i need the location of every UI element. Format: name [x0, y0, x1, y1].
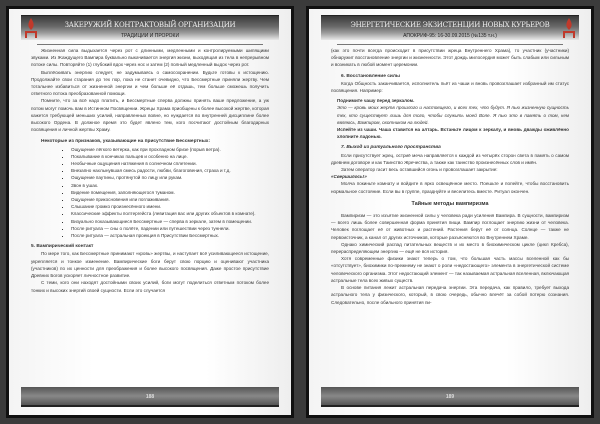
- paragraph: Хотя современные физики знают теперь о том, что большая часть массы вселенной как бы «отсутствует», биохимики по-прежнему не знают о роли «недостающего» элемента в энергетической системе человеческого организма. Этот недостающий элемент — так называемая астральная вселенная, включающая астральные тела всех живых существ.: [331, 256, 569, 283]
- quote-heading: Поднимите чашу перед зеркалом.: [337, 98, 415, 104]
- list-item: ▪ Необычные ощущения натяжения в солнечном сплетении.: [71, 160, 269, 167]
- ritual-quote: [337, 97, 569, 140]
- list-item: ▪ Звон в ушах.: [71, 182, 269, 189]
- paragraph: Однако химический распад питательных веществ и их место в биохимическом цикле (цикл Кребса), перераспределяющем энергию — ещё не вся история.: [331, 241, 569, 255]
- flame-logo-icon: [23, 16, 39, 40]
- list-item: ▪ Классические эффекты полтергейста (левитация вас или других объектов в комнате).: [71, 210, 269, 217]
- page-header: [321, 15, 579, 40]
- list-item: ▪ После ритуала — астральная проекция в Присутствии Бессмертных.: [71, 232, 269, 239]
- page-footer: [321, 387, 579, 407]
- list-item: ▪ Слышание громко произнесённого имени.: [71, 203, 269, 210]
- paragraph: Выплёскивать энергию следует, не задумываясь о самосохранении. Будьте готовы к истощению. Продолжайте свои старания до тех пор, пока не станет очевидно, что Бессмертные приняли жертву. Чем тотальнее избавиться от жизненной энергии и чем больше её отдашь, тем больше сможешь получить ответного потока преобразованной помощи.: [31, 69, 269, 97]
- section-heading: 6. Восстановление силы: [341, 73, 400, 79]
- signs-heading: Некоторые из признаков, указывающие на присутствие Бессмертных:: [41, 139, 211, 145]
- header-title: ЭНЕРГЕТИЧЕСКИЕ ЭКЗИСТЕНЦИИ НОВЫХ КУРЬЕРОВ: [350, 21, 550, 29]
- paragraph: Вампиризм — это изъятие жизненной силы у человека ради усиления Вампира. В сущности, вампиризм — всего лишь более совершенная форма принятия пищи. Вампир поглощает энергию жизни от человека. Человек поглощает её от животных и растений. Растения берут её от солнца. Солнце — также не первоисточник, а канал от других источников, которые разъясняются во Внутреннем Храме.: [331, 213, 569, 240]
- list-item: ▪ Покалывание в кончиках пальцев и особенно на лице.: [71, 153, 269, 160]
- page-header: [21, 15, 279, 40]
- paragraph: В основе питания лежит астральная передача энергии. Эта передача, как правило, требует выхода астрального тела у физического, который, в свою очередь, обычно влечёт за собой потерю сознания. Следовательно, после обильного принятия пи-: [331, 285, 569, 305]
- header-title: ЗАКЕРУЖИЙ КОНТРАКТОВЫЙ ОРГАНИЗАЦИИ: [64, 21, 236, 29]
- page-number: 189: [445, 394, 455, 400]
- paragraph: С теми, кого они находят достойными своих усилий, боги могут поделиться ответным потоком более тонких и высоких энергий своей сущности. Если это случается: [31, 280, 269, 293]
- section-heading: 5. Вампирический контакт: [31, 244, 94, 250]
- list-item: ▪ После ритуала — сны о полёте, падении или путешествии через туннели.: [71, 225, 269, 232]
- section-title: Тайные методы вампиризма: [411, 200, 489, 207]
- list-item: ▪ Внезапно нахлынувшая смесь радости, любви, благоговения, страха и т.д.: [71, 167, 269, 174]
- quote-action: Испейте из чаши. Чаша ставится на алтарь. Встаньте лицом к зеркалу, и вновь дважды оживлённо хлопните ладонью.: [337, 127, 569, 140]
- section-heading: 7. Выход из ритуального пространства: [341, 145, 441, 151]
- paragraph: «Свершилось!»: [331, 174, 367, 180]
- header-subtitle: ТРАДИЦИИ И ПРОРОКИ: [120, 33, 180, 39]
- list-item: ▪ Ощущение лёгкого ветерка, как при прохладном бризе (порыв ветра).: [71, 146, 269, 153]
- right-page: [306, 6, 594, 418]
- paragraph: Помните, что за всё надо платить, и Бессмертные сперва должны принять ваше предложение, а уж потом могут помочь вам в Истинном Посвящении. Жрецы Храма приобщены к более высокой жертве, которая кажется требующей меньших усилий, направленных вовне, но нуждается во внутренней дисциплине более высокого Ордена. В должное время это будет явлено тем, кого посчитают достойным благодарных посвящения и личной жертвы Храму.: [31, 98, 269, 133]
- paragraph: (как это почти всегда происходит в присутствии жреца Внутреннего Храма), то участник (участники) обнаружит восстановление энергии и жизненности. Этот дождь милосердия может быть слабым или сильным и возникать в любой момент церемонии.: [331, 48, 569, 68]
- signs-list: [71, 146, 269, 240]
- page-footer: [21, 387, 279, 407]
- paragraph: Если присутствует жрец, остриё меча направляется к каждой из четырёх сторон света в память о самом древнем договоре и как Таинство Жречества, а также как таинство произнесённых слов и имён.: [331, 152, 569, 165]
- page-body: [31, 47, 269, 294]
- left-page: [6, 6, 294, 418]
- paragraph: Когда Общность заканчивается, исполнитель пьёт из чаши и вновь провозглашает избранный им статус посвящения. Например:: [331, 80, 569, 94]
- flame-logo-icon: [561, 16, 577, 40]
- list-item: ▪ Визуально показывающиеся Бессмертные — сперва в зеркале, затем в помещении.: [71, 218, 269, 225]
- page-body: [331, 47, 569, 306]
- quote-text: Это — кровь моих жертв прошлого и настоящего, и всех тех, что будут. Я пью жизненную сущность тех, кто существует лишь для того, чтобы служить моей Воле. Я пью это в память о том, кем являюсь, Вампиром, охотником на людей.: [337, 105, 569, 125]
- page-number: 188: [145, 394, 155, 400]
- list-item: ▪ Ощущение паутины, протянутой по лицу или рукам.: [71, 174, 269, 181]
- header-rule: [337, 44, 563, 45]
- paragraph: Молча покиньте комнату и войдите в ярко освещённое место. Поешьте и попейте, чтобы восстановить нормальное состояние. Если вы в группе, празднуйте и веселитесь вместе. Ритуал окончен.: [331, 181, 569, 194]
- paragraph: Затем оператор гасит весь оставшийся огонь и провозглашает закрытие:: [341, 167, 498, 173]
- header-subtitle: АПОКРИФ-95: 16-30.09.2015 (№135 т.н.): [403, 33, 497, 39]
- list-item: ▪ Видение помещения, заполняющегося туманом.: [71, 189, 269, 196]
- paragraph: По мере того, как Бессмертные принимают «кровь» жертвы, и наступает всё усиливающееся истощение, укрепляется и тонкое изменение. Вампирические боги берут свою порцию и оценивают участника (участников) по их ценности для преображения и более высокого посвящения. Даже простое присутствие Древних Богов ускоряет личностное развитие.: [31, 251, 269, 279]
- paragraph: Жизненная сила выдыхается через рот с длинными, медленными и контролируемыми шипящими звуками. Из Жаждущего Вампира буквально выкачивается энергия жизни, выходящая из тела в непрерывном потоке силы. Повторяйте (1) глубокий вдох через нос и затем (2) полный медленный выдох через рот.: [31, 48, 269, 68]
- header-rule: [37, 44, 263, 45]
- list-item: ▪ Ощущение прикосновения или поглаживания.: [71, 196, 269, 203]
